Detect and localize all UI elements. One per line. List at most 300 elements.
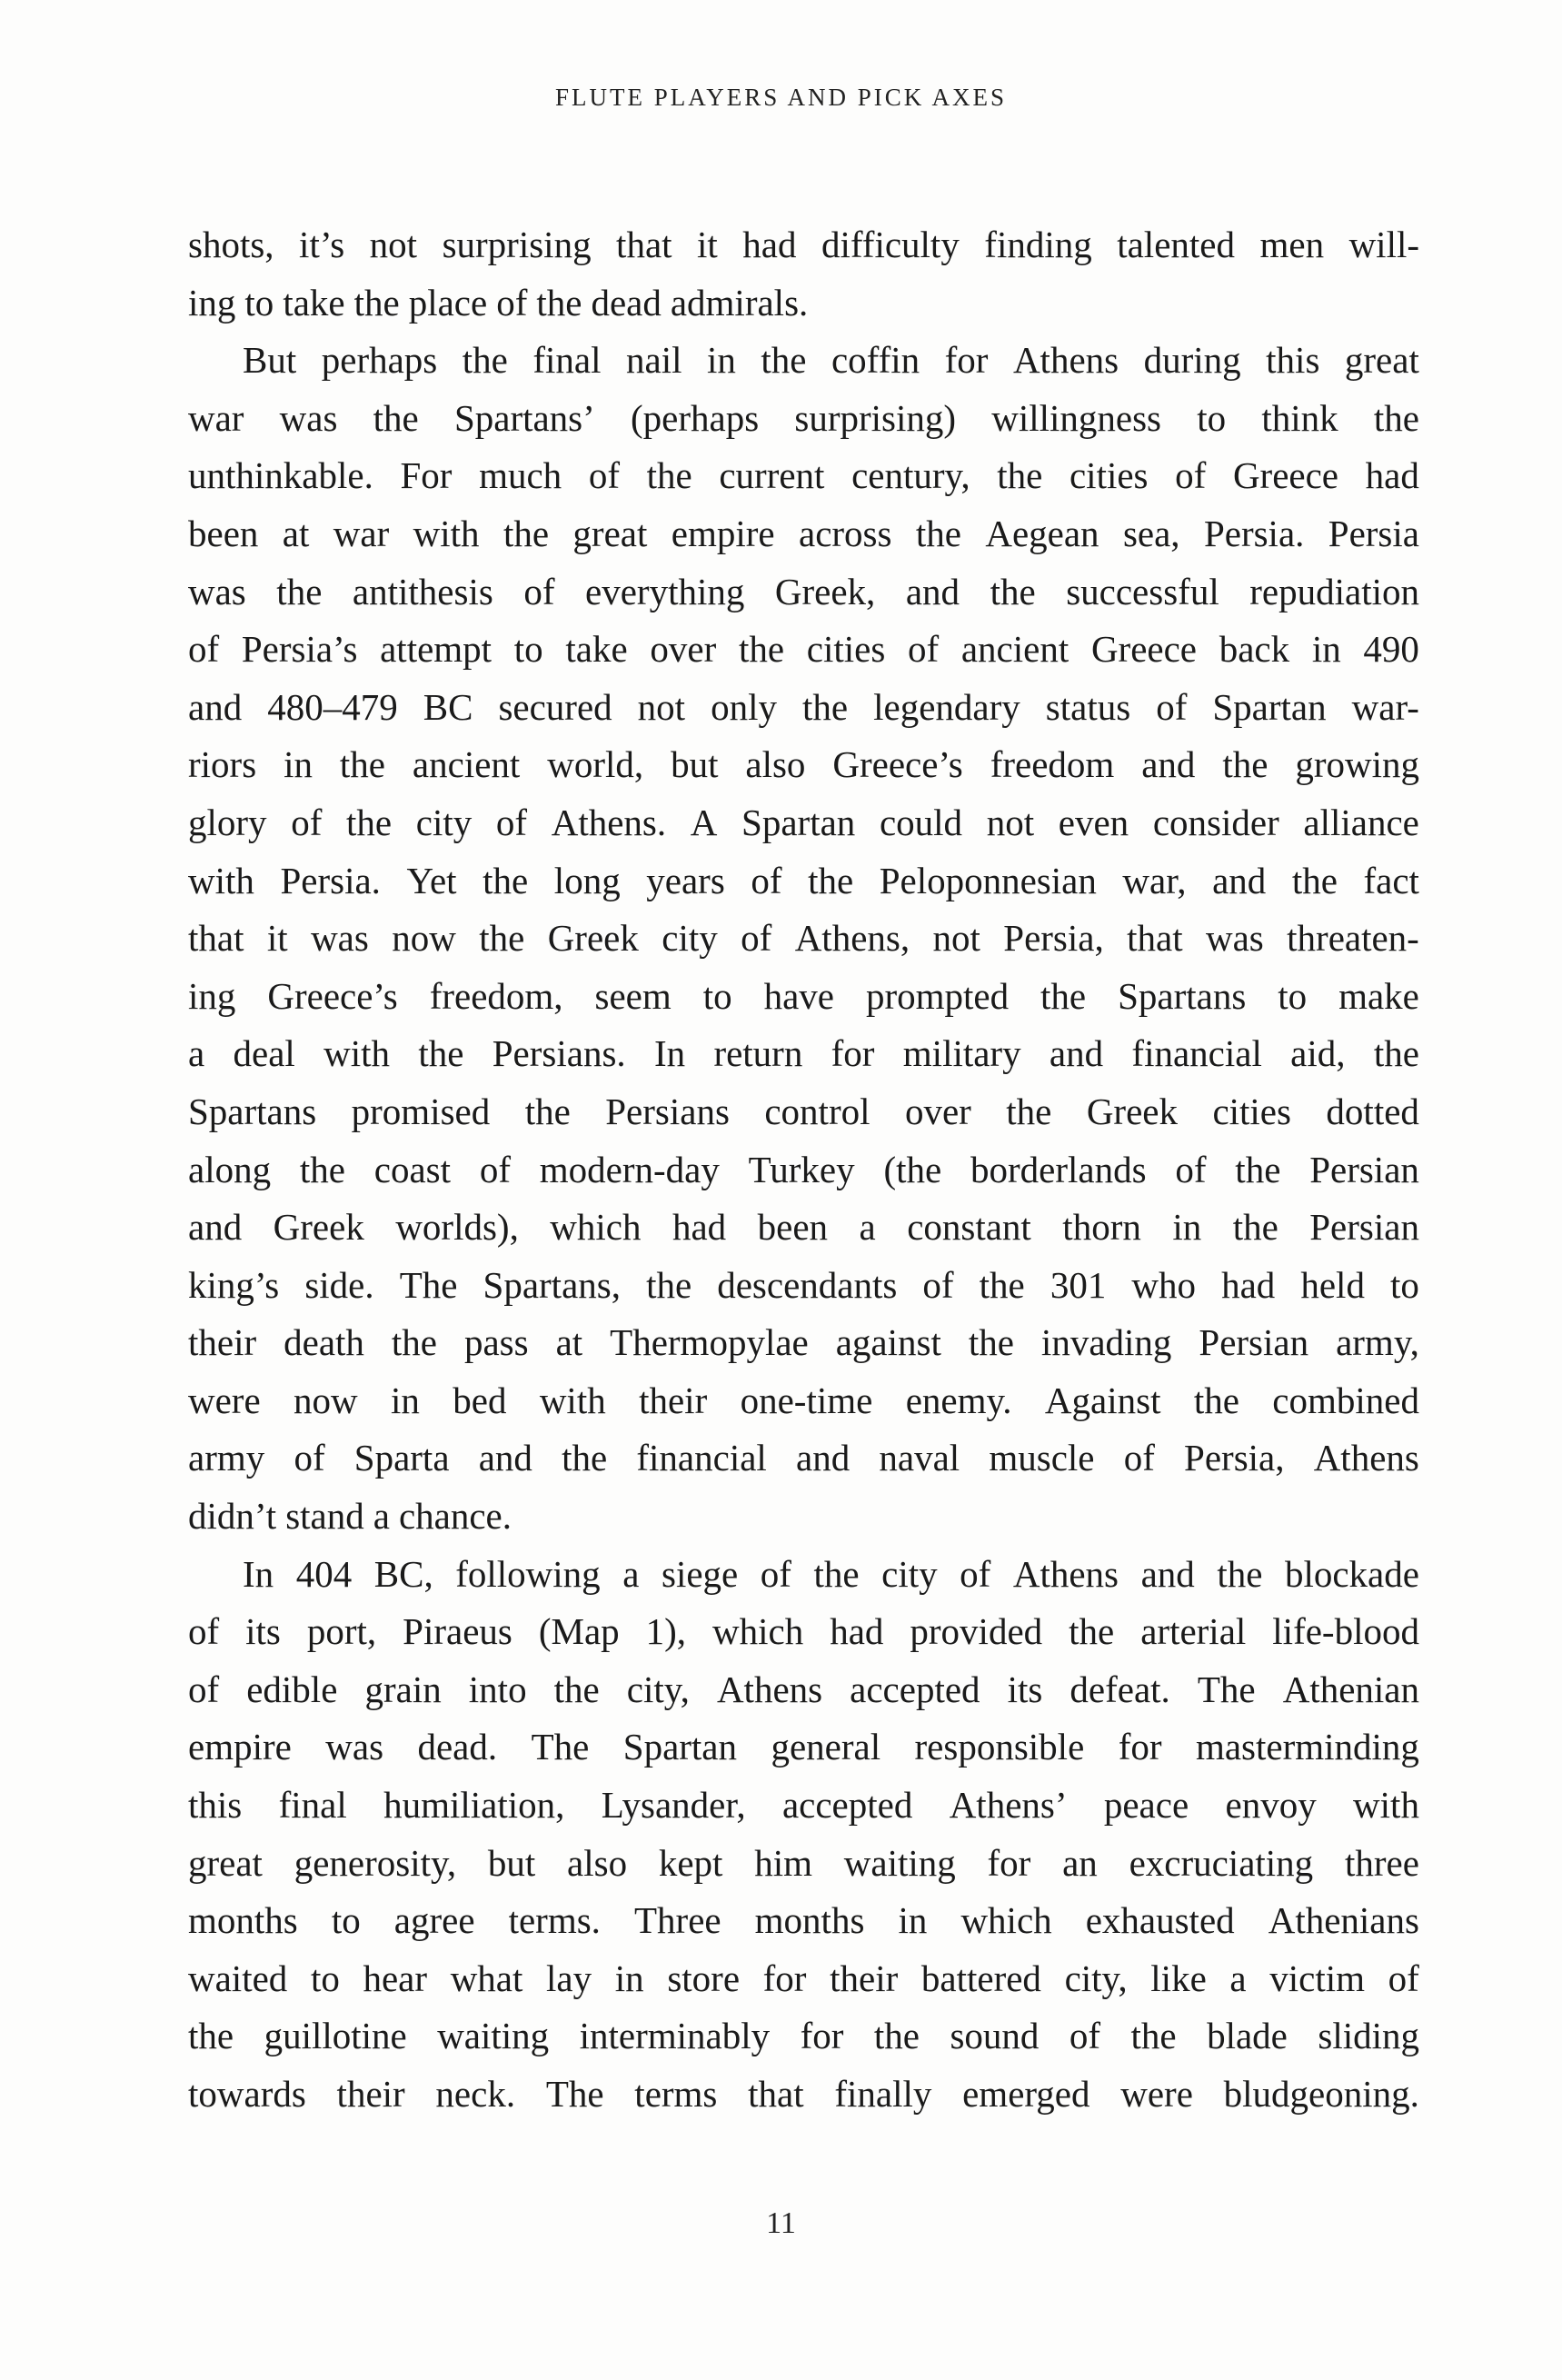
text-line — [188, 274, 1419, 333]
word: the — [1222, 743, 1269, 786]
word: surprising) — [794, 396, 957, 439]
word: 301 — [1050, 1263, 1107, 1306]
word: modern-day — [539, 1148, 720, 1190]
word: dead. — [417, 1726, 498, 1768]
word: been — [757, 1206, 829, 1249]
word: the — [1235, 1148, 1281, 1190]
word: kept — [658, 1841, 723, 1884]
word: Spartan — [741, 801, 856, 843]
word: Persia. — [280, 859, 381, 901]
word: the — [502, 512, 550, 554]
word: provided — [910, 1610, 1043, 1653]
word: the — [873, 2015, 920, 2057]
word: 1), — [645, 1610, 687, 1653]
word: with — [323, 1032, 391, 1075]
word: with — [188, 859, 254, 901]
word: its — [245, 1610, 281, 1653]
word: successful — [1066, 570, 1219, 612]
word: in — [614, 1957, 644, 1999]
word: but — [487, 1841, 536, 1884]
word: the — [1217, 1552, 1263, 1595]
word: Persian — [1309, 1148, 1419, 1190]
word: coast — [373, 1148, 452, 1190]
word: take — [565, 628, 628, 671]
word: growing — [1295, 743, 1419, 786]
word: sea, — [1122, 512, 1180, 554]
word: Piraeus — [403, 1610, 512, 1653]
word: Greek, — [774, 570, 876, 612]
word: was — [311, 917, 369, 960]
word: its — [1007, 1668, 1043, 1710]
word: only — [711, 685, 777, 728]
word: waiting — [437, 2015, 550, 2057]
word: this — [188, 1784, 243, 1827]
word: Spartans, — [483, 1263, 621, 1306]
word: was — [279, 396, 338, 439]
word: empire — [671, 512, 775, 554]
word: the — [1040, 974, 1087, 1017]
word: Three — [634, 1899, 721, 1942]
text-line — [188, 1777, 1419, 1835]
word: didn’t — [188, 1495, 277, 1538]
word: at — [282, 512, 310, 554]
word: for — [800, 2015, 844, 2057]
word: masterminding — [1195, 1726, 1419, 1768]
word: the — [646, 454, 692, 497]
word: Spartans — [188, 1090, 317, 1132]
running-head: FLUTE PLAYERS AND PICK AXES — [554, 84, 1008, 111]
word: make — [1338, 974, 1419, 1017]
word: city — [881, 1552, 938, 1595]
word: death — [284, 1321, 364, 1364]
word: the — [813, 1552, 860, 1595]
word: this — [1266, 339, 1320, 382]
word: The — [1197, 1668, 1256, 1710]
word: months — [188, 1899, 298, 1942]
word: of — [922, 1263, 954, 1306]
text-line — [188, 794, 1419, 852]
word: unthinkable. — [188, 454, 373, 497]
word: generosity, — [293, 1841, 457, 1884]
text-line — [188, 621, 1419, 679]
word: Spartan — [1212, 685, 1327, 728]
text-line — [188, 390, 1419, 448]
word: for — [944, 339, 989, 382]
word: the — [979, 1263, 1025, 1306]
word: legendary — [873, 685, 1020, 728]
word: descendants — [717, 1263, 898, 1306]
word: responsible — [914, 1726, 1085, 1768]
word: was — [325, 1726, 384, 1768]
word: side. — [304, 1263, 374, 1306]
text-line — [188, 1257, 1419, 1315]
word: freedom, — [429, 974, 563, 1017]
word: of — [1156, 685, 1188, 728]
word: that — [616, 224, 672, 265]
body-text — [188, 216, 1419, 2124]
word: thorn — [1062, 1206, 1141, 1249]
word: the — [1006, 1090, 1052, 1132]
word: pass — [463, 1321, 529, 1364]
text-line — [188, 1488, 1419, 1546]
word: sliding — [1318, 2015, 1419, 2057]
text-line — [188, 1083, 1419, 1141]
word: ing — [188, 974, 236, 1017]
word: war, — [1122, 859, 1187, 901]
word: towards — [188, 2073, 306, 2115]
text-line — [188, 1892, 1419, 1950]
word: difficulty — [821, 224, 960, 265]
word: exhausted — [1085, 1899, 1235, 1942]
word: following — [455, 1552, 601, 1595]
word: army, — [1336, 1321, 1419, 1364]
word: over — [904, 1090, 971, 1132]
word: and — [1212, 859, 1267, 901]
text-line — [188, 1603, 1419, 1661]
word: Spartan — [622, 1726, 738, 1768]
word: the — [299, 1148, 345, 1190]
word: ing — [188, 281, 236, 324]
word: not — [986, 801, 1035, 843]
word: guillotine — [264, 2015, 407, 2057]
word: waiting — [843, 1841, 956, 1884]
word: against — [835, 1321, 941, 1364]
word: great — [188, 1841, 263, 1884]
word: final — [278, 1784, 347, 1827]
word: hear — [363, 1957, 428, 1999]
word: of — [1069, 2015, 1101, 2057]
word: ancient — [412, 743, 521, 786]
word: long — [553, 859, 621, 901]
word: of — [1175, 1148, 1207, 1190]
word: seem — [594, 974, 672, 1017]
word: Yet — [406, 859, 457, 901]
word: admirals. — [670, 281, 809, 324]
word: The — [531, 1726, 590, 1768]
word: Persia — [1328, 512, 1419, 554]
text-line — [188, 447, 1419, 505]
word: had — [672, 1206, 727, 1249]
word: Turkey — [748, 1148, 855, 1190]
word: the — [1373, 1032, 1419, 1075]
word: to — [1278, 974, 1308, 1017]
word: the — [562, 1437, 608, 1479]
word: of — [588, 454, 620, 497]
word: held — [1300, 1263, 1365, 1306]
word: siege — [661, 1552, 739, 1595]
text-line — [188, 216, 1419, 274]
word: of — [1388, 1957, 1419, 1999]
word: bludgeoning. — [1223, 2073, 1419, 2115]
text-line — [188, 1025, 1419, 1083]
word: men — [1259, 224, 1325, 265]
word: a — [1229, 1957, 1247, 1999]
word: Greek — [273, 1206, 364, 1249]
word: life-blood — [1272, 1610, 1419, 1653]
word: the — [968, 1321, 1014, 1364]
word: their — [336, 2073, 405, 2115]
word: to — [1197, 396, 1227, 439]
word: which — [550, 1206, 642, 1249]
text-line — [188, 1314, 1419, 1372]
word: terms. — [508, 1899, 601, 1942]
word: excruciating — [1129, 1841, 1314, 1884]
word: Spartans’ — [453, 396, 595, 439]
word: with — [539, 1379, 606, 1421]
word: a — [373, 1495, 390, 1538]
word: the — [339, 743, 385, 786]
word: the — [1069, 1610, 1115, 1653]
word: current — [719, 454, 825, 497]
word: repudiation — [1249, 570, 1419, 612]
word: the — [1291, 859, 1338, 901]
word: the — [738, 628, 785, 671]
word: threaten- — [1287, 917, 1419, 960]
word: blockade — [1284, 1552, 1419, 1595]
word: neck. — [435, 2073, 516, 2115]
word: to — [310, 1957, 340, 1999]
word: naval — [879, 1437, 960, 1479]
word: the — [646, 1263, 692, 1306]
word: empire — [188, 1726, 292, 1768]
word: (the — [883, 1148, 942, 1190]
word: Athens — [716, 1668, 823, 1710]
word: the — [418, 1032, 464, 1075]
word: him — [754, 1841, 812, 1884]
word: of — [960, 1552, 991, 1595]
word: been — [188, 512, 259, 554]
word: along — [188, 1148, 272, 1190]
word: that — [188, 917, 244, 960]
word: defeat. — [1070, 1668, 1170, 1710]
word: ancient — [960, 628, 1070, 671]
word: had — [830, 1610, 884, 1653]
word: The — [545, 2073, 604, 2115]
word: Athens — [1012, 1552, 1119, 1595]
word: Athens, — [794, 917, 910, 960]
word: of — [293, 1437, 325, 1479]
word: the — [1130, 2015, 1177, 2057]
word: one-time — [740, 1379, 873, 1421]
word: a — [188, 1032, 205, 1075]
word: Spartans — [1118, 974, 1247, 1017]
text-line — [188, 1835, 1419, 1893]
word: an — [1062, 1841, 1098, 1884]
word: of — [1123, 1437, 1155, 1479]
word: envoy — [1225, 1784, 1317, 1827]
text-line — [188, 2007, 1419, 2066]
word: not — [932, 917, 980, 960]
word: Athens — [1012, 339, 1119, 382]
word: war — [188, 396, 244, 439]
word: war- — [1351, 685, 1419, 728]
word: surprising — [442, 224, 592, 265]
word: that — [1127, 917, 1183, 960]
word: three — [1344, 1841, 1419, 1884]
word: Persia, — [1003, 917, 1104, 960]
word: the — [391, 1321, 437, 1364]
word: in — [284, 743, 313, 786]
word: place — [408, 281, 488, 324]
word: waited — [188, 1957, 288, 1999]
word: to — [331, 1899, 361, 1942]
word: For — [400, 454, 453, 497]
word: humiliation, — [383, 1784, 565, 1827]
word: The — [399, 1263, 458, 1306]
word: not — [637, 685, 686, 728]
text-line — [188, 852, 1419, 911]
text-line — [188, 2066, 1419, 2124]
word: shots, — [188, 224, 274, 265]
page-number: 11 — [766, 2206, 796, 2240]
text-line — [188, 1429, 1419, 1488]
word: Greece’s — [832, 743, 963, 786]
word: a — [622, 1552, 640, 1595]
word: their — [188, 1321, 257, 1364]
text-line — [188, 1718, 1419, 1777]
word: the — [462, 339, 508, 382]
word: accepted — [781, 1784, 913, 1827]
word: Greece’s — [267, 974, 398, 1017]
text-line — [188, 910, 1419, 968]
word: for — [987, 1841, 1031, 1884]
word: dotted — [1326, 1090, 1419, 1132]
word: for — [1118, 1726, 1162, 1768]
word: (perhaps — [631, 396, 760, 439]
word: talented — [1117, 224, 1235, 265]
word: store — [667, 1957, 741, 1999]
text-line — [188, 736, 1419, 794]
word: the — [802, 685, 849, 728]
word: the — [188, 2015, 234, 2057]
word: now — [293, 1379, 358, 1421]
word: peace — [1103, 1784, 1189, 1827]
word: in — [1172, 1206, 1202, 1249]
word: status — [1045, 685, 1131, 728]
word: in — [1311, 628, 1341, 671]
word: nail — [626, 339, 682, 382]
word: the — [373, 396, 419, 439]
word: financial — [636, 1437, 767, 1479]
text-line — [188, 1372, 1419, 1430]
word: also — [745, 743, 806, 786]
word: Greek — [547, 917, 639, 960]
word: 490 — [1363, 628, 1419, 671]
word: the — [990, 570, 1036, 612]
word: the — [346, 801, 393, 843]
word: to — [702, 974, 732, 1017]
word: Persia, — [1184, 1437, 1285, 1479]
word: world, — [547, 743, 644, 786]
word: and — [796, 1437, 851, 1479]
word: to — [1390, 1263, 1419, 1306]
word: to — [244, 281, 274, 324]
word: final — [532, 339, 602, 382]
word: and — [188, 1206, 243, 1249]
word: coffin — [831, 339, 920, 382]
word: their — [639, 1379, 708, 1421]
word: in — [706, 339, 736, 382]
word: antithesis — [352, 570, 493, 612]
word: for — [762, 1957, 807, 1999]
text-line — [188, 505, 1419, 563]
word: 404 — [295, 1552, 353, 1595]
word: that — [748, 2073, 804, 2115]
word: with — [413, 512, 480, 554]
word: riors — [188, 743, 257, 786]
word: could — [879, 801, 963, 843]
word: over — [650, 628, 717, 671]
word: like — [1150, 1957, 1207, 1999]
word: take — [283, 281, 345, 324]
word: in — [391, 1379, 420, 1421]
word: dead — [591, 281, 662, 324]
word: to — [513, 628, 543, 671]
word: finding — [984, 224, 1092, 265]
word: interminably — [579, 2015, 771, 2057]
word: of — [907, 628, 940, 671]
word: for — [831, 1032, 875, 1075]
word: have — [763, 974, 834, 1017]
word: enemy. — [905, 1379, 1012, 1421]
word: of — [188, 1668, 220, 1710]
word: of — [741, 917, 772, 960]
text-line — [188, 332, 1419, 390]
word: Aegean — [985, 512, 1099, 554]
word: Sparta — [353, 1437, 450, 1479]
word: victim — [1269, 1957, 1366, 1999]
word: freedom — [990, 743, 1115, 786]
word: a — [859, 1206, 876, 1249]
word: city — [662, 917, 718, 960]
word: even — [1058, 801, 1129, 843]
word: of — [760, 1552, 791, 1595]
word: Against — [1044, 1379, 1161, 1421]
word: general — [771, 1726, 881, 1768]
word: muscle — [989, 1437, 1095, 1479]
word: But — [243, 339, 297, 382]
word: 480–479 — [267, 685, 398, 728]
word: A — [690, 801, 718, 843]
word: BC, — [373, 1552, 433, 1595]
word: willingness — [991, 396, 1162, 439]
word: now — [392, 917, 456, 960]
text-line — [188, 1950, 1419, 2008]
word: Greek — [1086, 1090, 1178, 1132]
word: military — [902, 1032, 1021, 1075]
word: it — [697, 224, 718, 265]
word: stand — [285, 1495, 364, 1538]
word: prompted — [865, 974, 1010, 1017]
word: king’s — [188, 1263, 280, 1306]
word: the — [761, 339, 807, 382]
word: it’s — [299, 224, 345, 265]
word: the — [536, 281, 582, 324]
word: borderlands — [970, 1148, 1147, 1190]
word: accepted — [850, 1668, 980, 1710]
word: at — [555, 1321, 583, 1364]
word: everything — [585, 570, 745, 612]
word: across — [799, 512, 892, 554]
word: had — [742, 224, 797, 265]
word: lay — [546, 1957, 592, 1999]
text-line — [188, 563, 1419, 622]
word: much — [479, 454, 562, 497]
word: and — [478, 1437, 532, 1479]
word: into — [468, 1668, 527, 1710]
word: which — [960, 1899, 1052, 1942]
word: arterial — [1140, 1610, 1247, 1653]
